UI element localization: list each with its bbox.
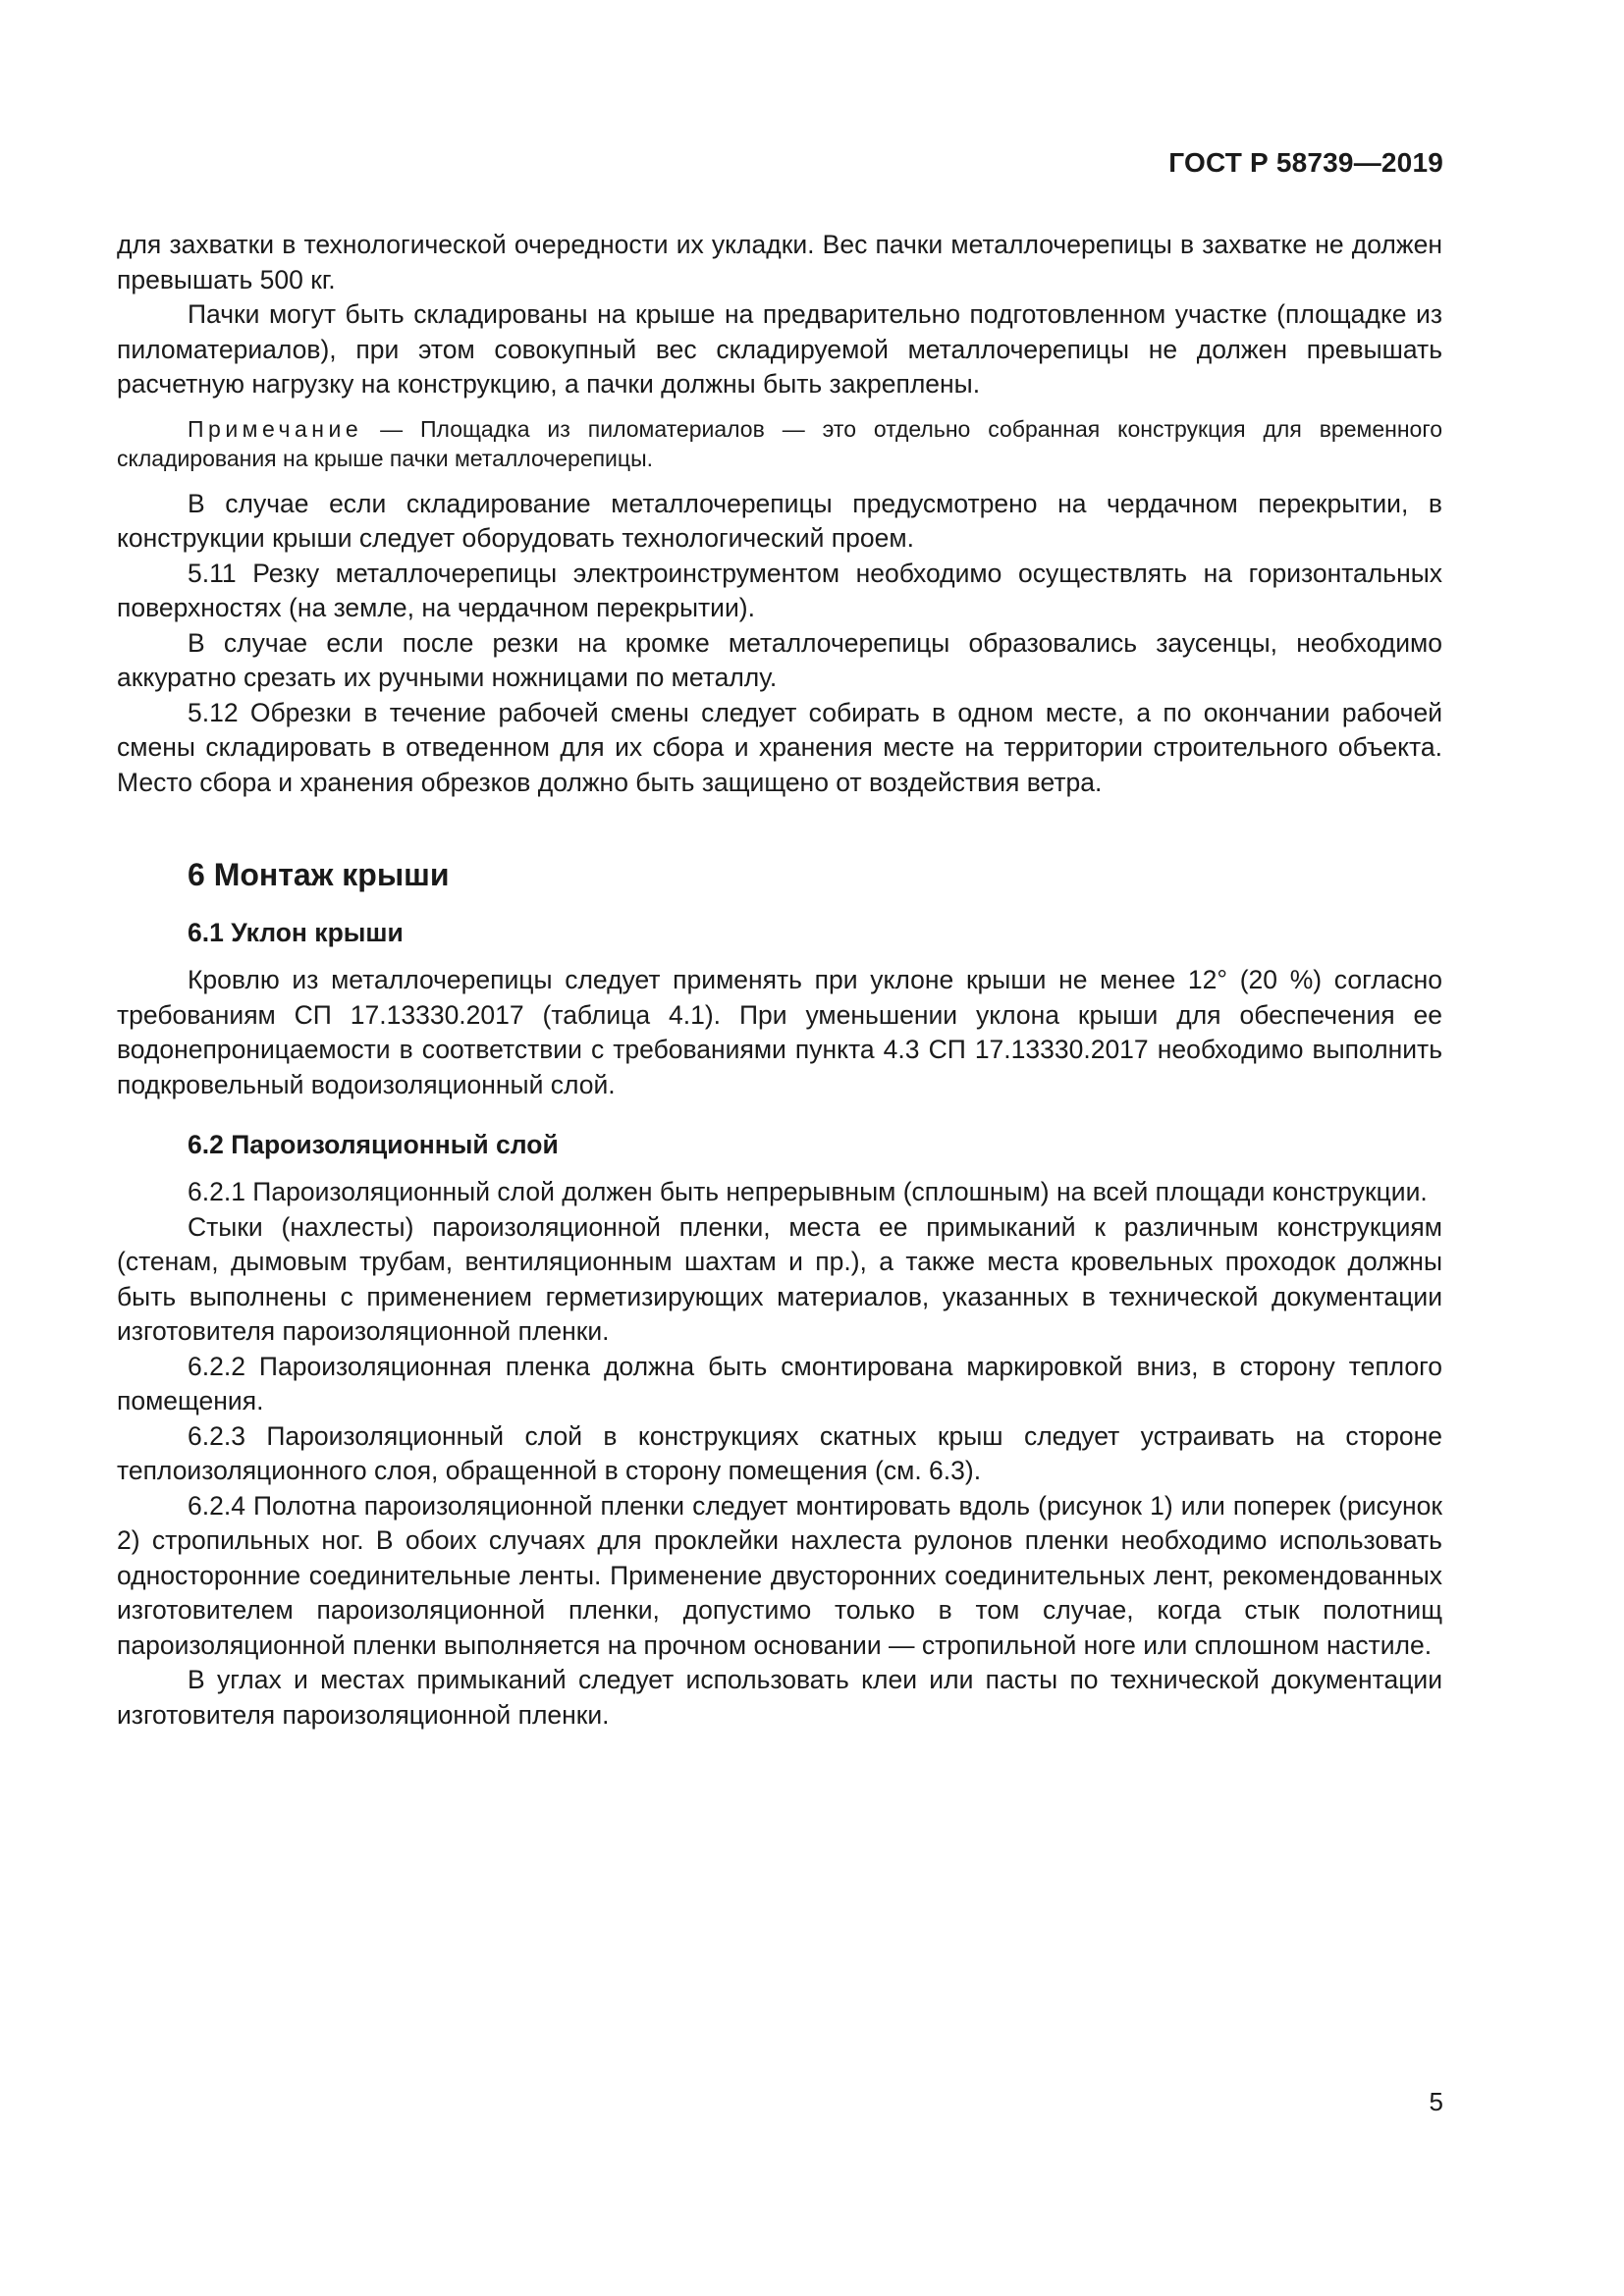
subsection-heading: 6.2 Пароизоляционный слой: [188, 1130, 559, 1159]
paragraph-5-11: 5.11 Резку металлочерепицы электроинструментом необходимо осуществлять на горизонтальных поверхностях (на земле, на чердачном перекрытии).: [117, 558, 1442, 622]
paragraph-6-2-4: 6.2.4 Полотна пароизоляционной пленки следует монтировать вдоль (рисунок 1) или поперек (рисунок 2) стропильных ног. В обоих случаях для проклейки нахлеста рулонов пленки необходимо использовать односторонние соединительные ленты. Применение двусторонних соединительных лент, рекомендованных изготовителем пароизоляционной пленки, допустимо только в том случае, когда стык полотнищ пароизоляционной пленки выполняется на прочном основании — стропильной ноге или сплошном настиле.: [117, 1490, 1442, 1660]
page-number: 5: [1429, 2087, 1443, 2116]
paragraph: В случае если складирование металлочерепицы предусмотрено на чердачном перекрытии, в конструкции крыши следует оборудовать технологический проем.: [117, 488, 1442, 553]
document-body: [117, 228, 1442, 1733]
paragraph-6-2-1: 6.2.1 Пароизоляционный слой должен быть непрерывным (сплошным) на всей площади конструкции.: [188, 1177, 1428, 1206]
note-label: Примечание: [188, 415, 363, 442]
paragraph: Кровлю из металлочерепицы следует применять при уклоне крыши не менее 12° (20 %) согласно требованиям СП 17.13330.2017 (таблица 4.1). При уменьшении уклона крыши для обеспечения ее водонепроницаемости в соответствии с требованиями пункта 4.3 СП 17.13330.2017 необходимо выполнить подкровельный водоизоляционный слой.: [117, 965, 1442, 1099]
paragraph-5-12: 5.12 Обрезки в течение рабочей смены следует собирать в одном месте, а по окончании рабочей смены складировать в отведенном для их сбора и хранения месте на территории строительного объекта. Место сбора и хранения обрезков должно быть защищено от воздействия ветра.: [117, 697, 1442, 797]
paragraph-6-2-2: 6.2.2 Пароизоляционная пленка должна быть смонтирована маркировкой вниз, в сторону теплого помещения.: [117, 1351, 1442, 1415]
paragraph: Стыки (нахлесты) пароизоляционной пленки, места ее примыканий к различным конструкциям (стенам, дымовым трубам, вентиляционным шахтам и пр.), а также места кровельных проходок должны быть выполнены с применением герметизирующих материалов, указанных в технической документации изготовителя пароизоляционной пленки.: [117, 1211, 1442, 1346]
paragraph-6-2-3: 6.2.3 Пароизоляционный слой в конструкциях скатных крыш следует устраивать на стороне теплоизоляционного слоя, обращенной в сторону помещения (см. 6.3).: [117, 1420, 1442, 1485]
note: [117, 414, 1442, 473]
subsection-heading: 6.1 Уклон крыши: [188, 918, 404, 947]
paragraph: В случае если после резки на кромке металлочерепицы образовались заусенцы, необходимо аккуратно срезать их ручными ножницами по металлу.: [117, 627, 1442, 692]
section-heading: 6 Монтаж крыши: [188, 857, 450, 892]
document-number-header: ГОСТ Р 58739—2019: [1168, 147, 1443, 178]
paragraph: Пачки могут быть складированы на крыше на предварительно подготовленном участке (площадке из пиломатериалов), при этом совокупный вес складируемой металлочерепицы не должен превышать расчетную нагрузку на конструкцию, а пачки должны быть закреплены.: [117, 299, 1442, 399]
note-text: — Площадка из пиломатериалов — это отдельно собранная конструкция для временного складирования на крыше пачки металлочерепицы.: [117, 415, 1442, 471]
paragraph: для захватки в технологической очередности их укладки. Вес пачки металлочерепицы в захватке не должен превышать 500 кг.: [117, 230, 1442, 294]
paragraph: В углах и местах примыканий следует использовать клеи или пасты по технической документации изготовителя пароизоляционной пленки.: [117, 1665, 1442, 1730]
